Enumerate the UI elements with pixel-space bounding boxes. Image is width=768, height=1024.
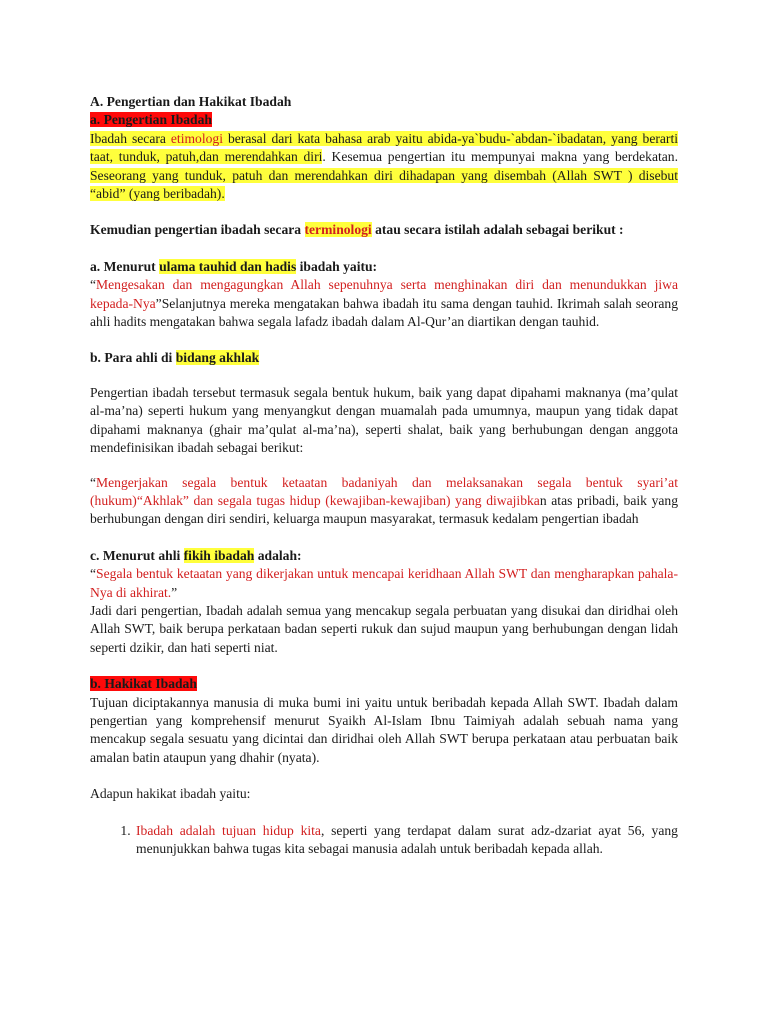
etimologi-paragraph xyxy=(90,130,678,204)
ulama-heading-b: ibadah yaitu: xyxy=(296,258,378,274)
ulama-heading xyxy=(90,258,678,276)
fikih-heading-a: c. Menurut ahli xyxy=(90,547,184,563)
hakikat-paragraph: Tujuan diciptakannya manusia di muka bumi ini yaitu untuk beribadah kepada Allah SWT. Ibadah dalam pengertian yang komprehensif menurut Syaikh Al-Islam Ibnu Taimiyah adalah sebuah nama yang mencakup segala sesuatu yang dicintai dan diridhai oleh Allah SWT berupa perkataan atau perbuatan baik amalan batin ataupun yang dhahir (nyata). xyxy=(90,694,678,765)
ulama-text: ”Selanjutnya mereka mengatakan bahwa ibadah itu sama dengan tauhid. Ikrimah salah seorang ahli hadits mengatakan bahwa segala lafadz ibadah dalam Al-Qur’an diartikan dengan tauhid. xyxy=(90,295,678,330)
terminologi-text-b: atau secara istilah adalah sebagai berikut : xyxy=(371,222,624,238)
akhlak-quote-open: “ xyxy=(90,474,97,490)
etimologi-term: etimologi xyxy=(170,130,223,146)
terminologi-paragraph xyxy=(90,221,678,239)
etimologi-text-d: Seseorang yang tunduk, patuh dan merendahkan diri dihadapan yang disembah (Allah SWT ) disebut “abid” (yang beribadah). xyxy=(90,167,678,202)
etimologi-text-b: berasal dari kata bahasa arab yaitu abida-ya`budu-`abdan-`ibadatan, yang berarti taat, tunduk, patuh,dan merendahkan diri xyxy=(90,130,678,165)
section-heading-pengertian xyxy=(90,111,678,129)
ulama-heading-highlight: ulama tauhid dan hadis xyxy=(159,258,297,274)
ulama-heading-a: a. Menurut xyxy=(90,258,160,274)
fikih-quote-paragraph xyxy=(90,565,678,602)
terminologi-term: terminologi xyxy=(304,222,372,238)
fikih-quote-open: “ xyxy=(90,566,97,582)
etimologi-text-a: Ibadah secara xyxy=(90,130,171,146)
fikih-quote-close: ” xyxy=(171,584,178,600)
list-item xyxy=(134,822,678,859)
fikih-quote: Segala bentuk ketaatan yang dikerjakan untuk mencapai keridhaan Allah SWT dan mengharapkan pahala-Nya di akhirat. xyxy=(90,566,678,600)
list-item-text: , seperti yang terdapat dalam surat adz-dzariat ayat 56, yang menunjukkan bahwa tugas kita sebagai manusia adalah untuk beribadah kepada allah. xyxy=(136,822,678,856)
section-heading-hakikat xyxy=(90,675,678,693)
akhlak-quote-paragraph xyxy=(90,474,678,529)
akhlak-quote: Mengerjakan segala bentuk ketaatan badaniyah dan melaksanakan segala bentuk syari’at (hukum)“Akhlak” dan segala tugas hidup (kewajiban-kewajiban) yang diwajibka xyxy=(90,474,678,508)
ulama-quote-open: “ xyxy=(90,277,97,293)
section-heading-hakikat-text: b. Hakikat Ibadah xyxy=(90,676,197,692)
fikih-heading xyxy=(90,547,678,565)
akhlak-heading-a: b. Para ahli di xyxy=(90,350,176,366)
list-item-red: Ibadah adalah tujuan hidup kita xyxy=(136,822,321,838)
fikih-paragraph: Jadi dari pengertian, Ibadah adalah semua yang mencakup segala perbuatan yang disukai dan diridhai oleh Allah SWT, baik berupa perkataan badan seperti rukuk dan sujud maupun yang berhubungan dengan lidah seperti dzikir, dan hati seperti niat. xyxy=(90,602,678,655)
ulama-paragraph xyxy=(90,276,678,331)
page-title: A. Pengertian dan Hakikat Ibadah xyxy=(90,94,292,109)
akhlak-heading xyxy=(90,349,678,367)
fikih-heading-b: adalah: xyxy=(254,547,302,563)
etimologi-text-c: . Kesemua pengertian itu mempunyai makna yang berdekatan. xyxy=(322,149,678,165)
akhlak-text: n atas pribadi, baik yang berhubungan dengan diri sendiri, keluarga maupun masyarakat, termasuk kedalam pengertian ibadah xyxy=(90,492,678,527)
hakikat-list xyxy=(90,822,678,859)
terminologi-text-a: Kemudian pengertian ibadah secara xyxy=(90,222,305,238)
section-heading-pengertian-text: a. Pengertian Ibadah xyxy=(90,112,212,128)
hakikat-intro: Adapun hakikat ibadah yaitu: xyxy=(90,786,251,802)
akhlak-paragraph: Pengertian ibadah tersebut termasuk segala bentuk hukum, baik yang dapat dipahami maknanya (ma’qulat al-ma’na) seperti hukum yang menyangkut dengan muamalah pada umumnya, maupun yang tidak dapat dipahami maknanya (ghair ma’qulat al-ma’na), seperti shalat, baik yang berhubungan dengan anggota mendefinisikan ibadah sebagai berikut: xyxy=(90,384,678,456)
ulama-quote: Mengesakan dan mengagungkan Allah sepenuhnya serta menghinakan diri dan menundukkan jiwa kepada-Nya xyxy=(90,277,678,311)
akhlak-heading-highlight: bidang akhlak xyxy=(175,350,260,366)
fikih-heading-highlight: fikih ibadah xyxy=(183,547,255,563)
